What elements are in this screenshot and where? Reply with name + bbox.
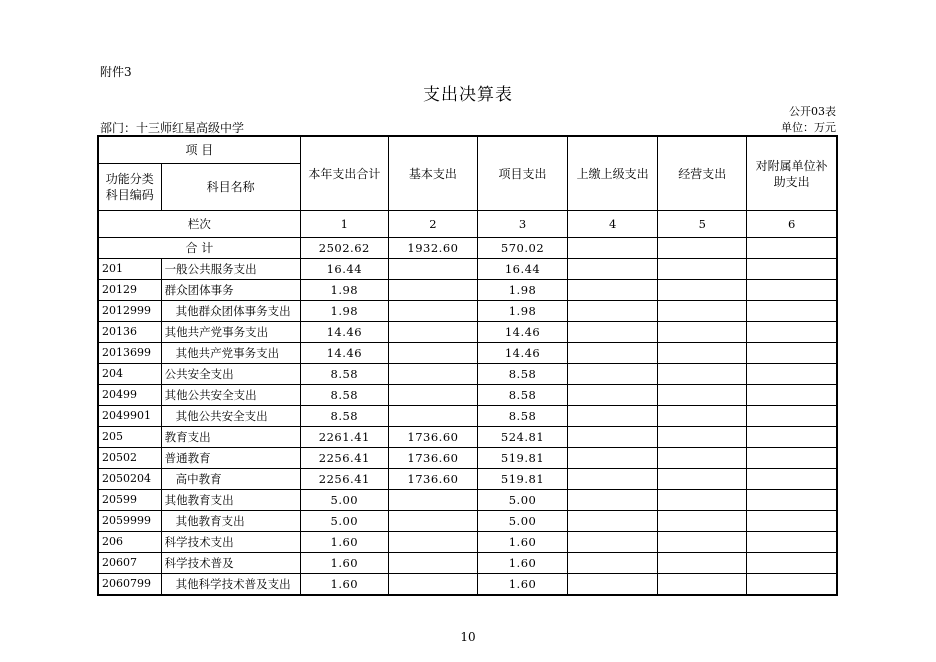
row-code: 2050204 (98, 469, 161, 490)
row-code: 2013699 (98, 343, 161, 364)
row-value (658, 553, 747, 574)
row-value: 1.60 (477, 574, 567, 596)
table-row (98, 511, 837, 532)
row-code: 206 (98, 532, 161, 553)
row-value: 8.58 (477, 364, 567, 385)
row-value (658, 574, 747, 596)
table-row (98, 322, 837, 343)
table-row (98, 301, 837, 322)
row-value (658, 427, 747, 448)
row-value (747, 511, 837, 532)
row-code: 2012999 (98, 301, 161, 322)
total-value: 570.02 (477, 238, 567, 259)
row-code: 20129 (98, 280, 161, 301)
row-value (568, 448, 658, 469)
row-value: 8.58 (300, 385, 388, 406)
row-code: 204 (98, 364, 161, 385)
row-value (388, 364, 477, 385)
page-number: 10 (460, 630, 476, 644)
row-value: 1.98 (300, 301, 388, 322)
row-value (747, 490, 837, 511)
row-value (747, 280, 837, 301)
row-value (388, 490, 477, 511)
row-value: 5.00 (300, 490, 388, 511)
table-row (98, 385, 837, 406)
header-col-basic: 基本支出 (388, 136, 477, 211)
row-value: 14.46 (477, 322, 567, 343)
attachment-label: 附件3 (100, 65, 132, 79)
row-value (747, 385, 837, 406)
header-col-upper: 上缴上级支出 (568, 136, 658, 211)
row-value (568, 511, 658, 532)
row-value (568, 301, 658, 322)
row-value (658, 364, 747, 385)
row-name: 其他共产党事务支出 (161, 322, 300, 343)
row-value: 2256.41 (300, 448, 388, 469)
row-value (747, 469, 837, 490)
table-row (98, 259, 837, 280)
header-subject-name: 科目名称 (161, 164, 300, 211)
column-number: 5 (658, 211, 747, 238)
total-value (747, 238, 837, 259)
row-value (658, 259, 747, 280)
row-value: 1.60 (300, 532, 388, 553)
row-value (568, 364, 658, 385)
row-code: 205 (98, 427, 161, 448)
row-value (658, 511, 747, 532)
column-number: 6 (747, 211, 837, 238)
table-row (98, 532, 837, 553)
row-name: 其他教育支出 (161, 511, 300, 532)
row-value (388, 553, 477, 574)
row-value (388, 385, 477, 406)
row-name: 其他科学技术普及支出 (161, 574, 300, 596)
header-col-operating: 经营支出 (658, 136, 747, 211)
header-item: 项 目 (98, 136, 300, 164)
row-value: 14.46 (300, 322, 388, 343)
header-col-project: 项目支出 (477, 136, 567, 211)
unit-label: 单位：万元 (781, 121, 836, 134)
total-value (568, 238, 658, 259)
row-value (658, 448, 747, 469)
row-code: 2049901 (98, 406, 161, 427)
row-value: 8.58 (300, 406, 388, 427)
row-value: 5.00 (477, 490, 567, 511)
header-col-total: 本年支出合计 (300, 136, 388, 211)
row-value (658, 343, 747, 364)
row-name: 普通教育 (161, 448, 300, 469)
row-value (568, 553, 658, 574)
row-name: 其他共产党事务支出 (161, 343, 300, 364)
table-row (98, 553, 837, 574)
row-value: 5.00 (300, 511, 388, 532)
column-row-label: 栏次 (98, 211, 300, 238)
row-value: 524.81 (477, 427, 567, 448)
row-value (568, 574, 658, 596)
row-value (658, 532, 747, 553)
row-value (388, 343, 477, 364)
header-row-1 (98, 136, 837, 164)
column-number: 4 (568, 211, 658, 238)
row-value: 16.44 (300, 259, 388, 280)
row-value (388, 301, 477, 322)
column-number: 1 (300, 211, 388, 238)
row-value (658, 322, 747, 343)
column-number: 2 (388, 211, 477, 238)
row-value: 1.60 (477, 532, 567, 553)
row-value (658, 301, 747, 322)
row-code: 2059999 (98, 511, 161, 532)
row-value (388, 280, 477, 301)
total-label: 合 计 (98, 238, 300, 259)
row-value: 519.81 (477, 448, 567, 469)
row-value: 8.58 (477, 385, 567, 406)
row-value (658, 490, 747, 511)
row-code: 20599 (98, 490, 161, 511)
row-name: 科学技术普及 (161, 553, 300, 574)
row-value: 1.60 (300, 574, 388, 596)
department-label: 部门：十三师红星高级中学 (100, 121, 245, 135)
row-code: 20499 (98, 385, 161, 406)
row-name: 其他教育支出 (161, 490, 300, 511)
form-code: 公开03表 (789, 105, 836, 118)
row-value (388, 322, 477, 343)
row-name: 其他公共安全支出 (161, 406, 300, 427)
row-value: 1.60 (300, 553, 388, 574)
row-name: 高中教育 (161, 469, 300, 490)
table-row (98, 574, 837, 596)
row-value: 2261.41 (300, 427, 388, 448)
table-row (98, 469, 837, 490)
row-value (658, 469, 747, 490)
row-value: 1.98 (477, 301, 567, 322)
row-name: 公共安全支出 (161, 364, 300, 385)
expenditure-table (97, 135, 838, 596)
column-number: 3 (477, 211, 567, 238)
row-value (747, 259, 837, 280)
row-value: 1736.60 (388, 427, 477, 448)
row-value (658, 406, 747, 427)
row-value: 5.00 (477, 511, 567, 532)
row-value: 1.98 (477, 280, 567, 301)
total-value: 2502.62 (300, 238, 388, 259)
total-value: 1932.60 (388, 238, 477, 259)
total-value (658, 238, 747, 259)
table-row (98, 448, 837, 469)
row-code: 20607 (98, 553, 161, 574)
row-value (658, 280, 747, 301)
total-row (98, 238, 837, 259)
row-value (568, 343, 658, 364)
row-value: 16.44 (477, 259, 567, 280)
row-value: 1.98 (300, 280, 388, 301)
row-value: 2256.41 (300, 469, 388, 490)
row-value (388, 532, 477, 553)
row-value (568, 322, 658, 343)
row-value (747, 364, 837, 385)
column-number-row (98, 211, 837, 238)
row-value (568, 532, 658, 553)
row-code: 20136 (98, 322, 161, 343)
row-name: 教育支出 (161, 427, 300, 448)
header-col-subsidy: 对附属单位补助支出 (747, 136, 837, 211)
row-value: 14.46 (300, 343, 388, 364)
row-value (568, 385, 658, 406)
row-value (747, 406, 837, 427)
row-value (747, 574, 837, 596)
row-value (388, 406, 477, 427)
row-value (568, 490, 658, 511)
row-value (747, 301, 837, 322)
row-value (388, 574, 477, 596)
row-value (747, 427, 837, 448)
row-value (658, 385, 747, 406)
row-name: 群众团体事务 (161, 280, 300, 301)
row-value (568, 469, 658, 490)
table-row (98, 427, 837, 448)
row-code: 2060799 (98, 574, 161, 596)
row-value (568, 406, 658, 427)
table-row (98, 406, 837, 427)
row-value (388, 511, 477, 532)
row-value (388, 259, 477, 280)
data-rows (98, 259, 837, 596)
page-title: 支出决算表 (423, 85, 513, 105)
row-value: 1.60 (477, 553, 567, 574)
row-value (747, 448, 837, 469)
row-value: 519.81 (477, 469, 567, 490)
row-value (568, 280, 658, 301)
table-row (98, 490, 837, 511)
row-name: 一般公共服务支出 (161, 259, 300, 280)
row-value: 14.46 (477, 343, 567, 364)
row-value: 1736.60 (388, 469, 477, 490)
row-value: 8.58 (477, 406, 567, 427)
row-value (747, 343, 837, 364)
row-value: 1736.60 (388, 448, 477, 469)
row-name: 其他公共安全支出 (161, 385, 300, 406)
row-value: 8.58 (300, 364, 388, 385)
row-code: 20502 (98, 448, 161, 469)
row-value (568, 259, 658, 280)
row-code: 201 (98, 259, 161, 280)
table-row (98, 343, 837, 364)
row-value (747, 553, 837, 574)
header-func-code: 功能分类 科目编码 (98, 164, 161, 211)
row-name: 科学技术支出 (161, 532, 300, 553)
row-value (747, 532, 837, 553)
row-value (747, 322, 837, 343)
row-value (568, 427, 658, 448)
table-row (98, 364, 837, 385)
row-name: 其他群众团体事务支出 (161, 301, 300, 322)
table-row (98, 280, 837, 301)
